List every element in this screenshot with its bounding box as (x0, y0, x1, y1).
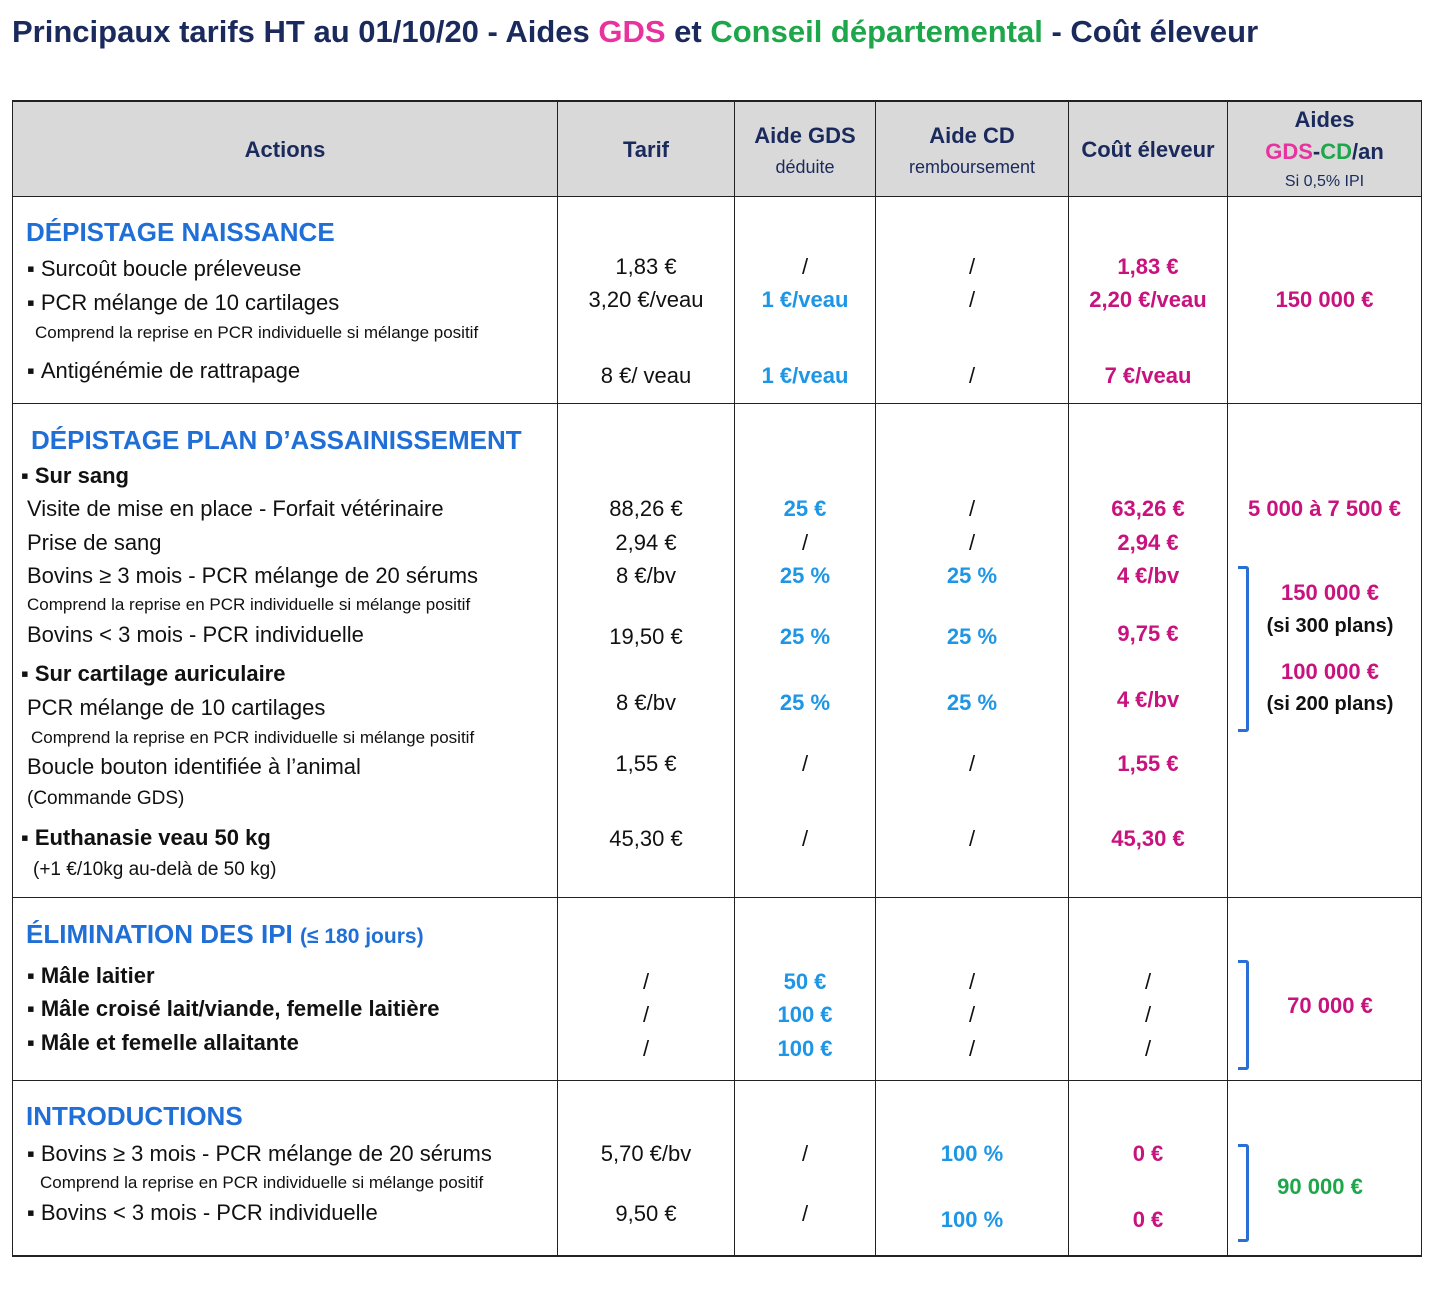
table-border-top (12, 100, 1422, 102)
row-sublabel: (Commande GDS) (27, 788, 185, 809)
cell-aide-gds: 100 € (777, 1002, 833, 1027)
cell-cout: 4 €/bv (1116, 563, 1180, 588)
row-label: Bovins ≥ 3 mois - PCR mélange de 20 sérums (27, 563, 479, 588)
cell-cout: 2,20 €/veau (1089, 287, 1207, 312)
row-label: ▪ PCR mélange de 10 cartilages (27, 290, 339, 316)
header-aide-cd: Aide CD (929, 123, 1015, 148)
cell-tarif: / (642, 1036, 650, 1061)
cell-aide-gds: / (801, 1141, 809, 1166)
cell-aide-cd: 100 % (940, 1207, 1004, 1232)
header-aides-gds-cd: GDS-CD/an (1265, 139, 1384, 164)
cell-aide-cd: / (968, 254, 976, 279)
cell-aides-sub: (si 300 plans) (1266, 615, 1394, 637)
cell-cout: 63,26 € (1111, 496, 1185, 521)
cell-aide-cd: / (968, 496, 976, 521)
header-divider (12, 196, 1422, 197)
cell-aide-gds: / (801, 826, 809, 851)
cell-aide-gds: / (801, 254, 809, 279)
cell-cout: 1,55 € (1117, 751, 1179, 776)
cell-cout: 0 € (1132, 1207, 1164, 1232)
cell-aide-cd: / (968, 363, 976, 388)
cell-aide-cd: / (968, 751, 976, 776)
row-note: Comprend la reprise en PCR individuelle si mélange positif (27, 595, 471, 614)
cell-aides-an: 100 000 € (1281, 659, 1379, 684)
row-note: Comprend la reprise en PCR individuelle si mélange positif (35, 323, 479, 342)
cell-tarif: / (642, 969, 650, 994)
subsection-sur-cartilage: ▪ Sur cartilage auriculaire (21, 661, 285, 687)
row-label-euthanasie: ▪ Euthanasie veau 50 kg (21, 825, 271, 851)
row-label: ▪ Mâle laitier (27, 963, 155, 989)
cell-aide-gds: 100 € (777, 1036, 833, 1061)
cell-cout: 1,83 € (1117, 254, 1179, 279)
cell-aides-an: 5 000 à 7 500 € (1248, 496, 1401, 521)
cell-aide-gds: 25 % (779, 563, 831, 588)
cell-tarif: 3,20 €/veau (588, 287, 704, 312)
section-title-introductions: INTRODUCTIONS (26, 1101, 243, 1131)
cell-tarif: 5,70 €/bv (600, 1141, 692, 1166)
row-label: Prise de sang (27, 530, 162, 555)
section-divider (12, 403, 1422, 404)
cell-aide-gds: 1 €/veau (761, 363, 849, 388)
cell-tarif: 8 €/ veau (600, 363, 692, 388)
cell-tarif: 1,55 € (615, 751, 677, 776)
cell-aide-cd: / (968, 530, 976, 555)
header-tarif: Tarif (622, 137, 670, 162)
row-label: ▪ Bovins ≥ 3 mois - PCR mélange de 20 sérums (27, 1141, 492, 1167)
column-divider (1227, 100, 1228, 1257)
row-label: ▪ Surcoût boucle préleveuse (27, 256, 301, 282)
cell-tarif: 1,83 € (615, 254, 677, 279)
section-title-elimination-ipi: ÉLIMINATION DES IPI (≤ 180 jours) (26, 919, 424, 949)
header-aide-gds: Aide GDS (754, 123, 856, 148)
header-aides: Aides (1294, 107, 1355, 132)
column-divider (1421, 100, 1422, 1257)
cell-cout: / (1144, 1002, 1152, 1027)
cell-aides-sub: (si 200 plans) (1266, 693, 1394, 715)
row-label: Bovins < 3 mois - PCR individuelle (27, 622, 364, 647)
cell-aide-gds: 25 % (779, 690, 831, 715)
cell-tarif: / (642, 1002, 650, 1027)
cell-cout: 4 €/bv (1116, 687, 1180, 712)
cell-aide-cd: / (968, 1036, 976, 1061)
row-sublabel: (+1 €/10kg au-delà de 50 kg) (33, 859, 277, 880)
cell-cout: 2,94 € (1117, 530, 1179, 555)
cell-aide-gds: / (801, 530, 809, 555)
row-label: Visite de mise en place - Forfait vétérinaire (27, 496, 444, 521)
header-aide-gds-sub: déduite (775, 157, 835, 177)
cell-aide-cd: / (968, 826, 976, 851)
header-actions: Actions (244, 137, 326, 162)
cell-aide-gds: / (801, 1201, 809, 1226)
cell-tarif: 2,94 € (615, 530, 677, 555)
cell-aide-gds: 1 €/veau (761, 287, 849, 312)
cell-cout: / (1144, 969, 1152, 994)
cell-tarif: 45,30 € (609, 826, 683, 851)
row-note: Comprend la reprise en PCR individuelle si mélange positif (40, 1173, 484, 1192)
cell-aide-gds: 50 € (783, 969, 827, 994)
section-divider (12, 897, 1422, 898)
cell-tarif: 9,50 € (615, 1201, 677, 1226)
cell-aide-cd: 25 % (946, 624, 998, 649)
row-note: Comprend la reprise en PCR individuelle si mélange positif (31, 728, 475, 747)
cell-aide-cd: 25 % (946, 563, 998, 588)
cell-tarif: 88,26 € (609, 496, 683, 521)
cell-cout: 7 €/veau (1104, 363, 1192, 388)
cell-tarif: 8 €/bv (616, 563, 676, 588)
cell-aide-gds: 25 % (779, 624, 831, 649)
cell-aide-cd: / (968, 287, 976, 312)
cell-aides-an: 150 000 € (1275, 287, 1374, 312)
row-label: PCR mélange de 10 cartilages (27, 695, 326, 720)
cell-cout: 45,30 € (1111, 826, 1185, 851)
section-divider (12, 1080, 1422, 1081)
row-label: ▪ Mâle et femelle allaitante (27, 1030, 299, 1056)
cell-tarif: 19,50 € (609, 624, 683, 649)
header-cout-eleveur: Coût éleveur (1081, 137, 1215, 162)
cell-aide-cd: / (968, 969, 976, 994)
row-label: ▪ Mâle croisé lait/viande, femelle laitière (27, 996, 439, 1022)
cell-aide-cd: 25 % (946, 690, 998, 715)
cell-aide-cd: / (968, 1002, 976, 1027)
cell-aide-gds: 25 € (783, 496, 827, 521)
subsection-sur-sang: ▪ Sur sang (21, 463, 129, 489)
cell-tarif: 8 €/bv (616, 690, 676, 715)
section-title-depistage-naissance: DÉPISTAGE NAISSANCE (26, 217, 335, 247)
cell-aide-cd: 100 % (940, 1141, 1004, 1166)
column-divider (12, 100, 13, 1257)
row-label: ▪ Antigénémie de rattrapage (27, 358, 300, 384)
cell-cout: 9,75 € (1117, 621, 1179, 646)
section-title-plan-assainissement: DÉPISTAGE PLAN D’ASSAINISSEMENT (31, 425, 522, 455)
page-title: Principaux tarifs HT au 01/10/20 - Aides GDS et Conseil départemental - Coût éleveur (12, 14, 1259, 49)
cell-aides-an: 70 000 € (1287, 993, 1373, 1018)
cell-aide-gds: / (801, 751, 809, 776)
cell-cout: / (1144, 1036, 1152, 1061)
cell-aides-an: 150 000 € (1281, 580, 1379, 605)
row-label: Boucle bouton identifiée à l’animal (27, 754, 361, 779)
row-label: ▪ Bovins < 3 mois - PCR individuelle (27, 1200, 378, 1226)
header-aides-sub: Si 0,5% IPI (1284, 173, 1365, 190)
cell-aides-an: 90 000 € (1277, 1174, 1363, 1199)
header-aide-cd-sub: remboursement (908, 157, 1036, 177)
cell-cout: 0 € (1132, 1141, 1164, 1166)
table-border-bottom (12, 1255, 1422, 1257)
